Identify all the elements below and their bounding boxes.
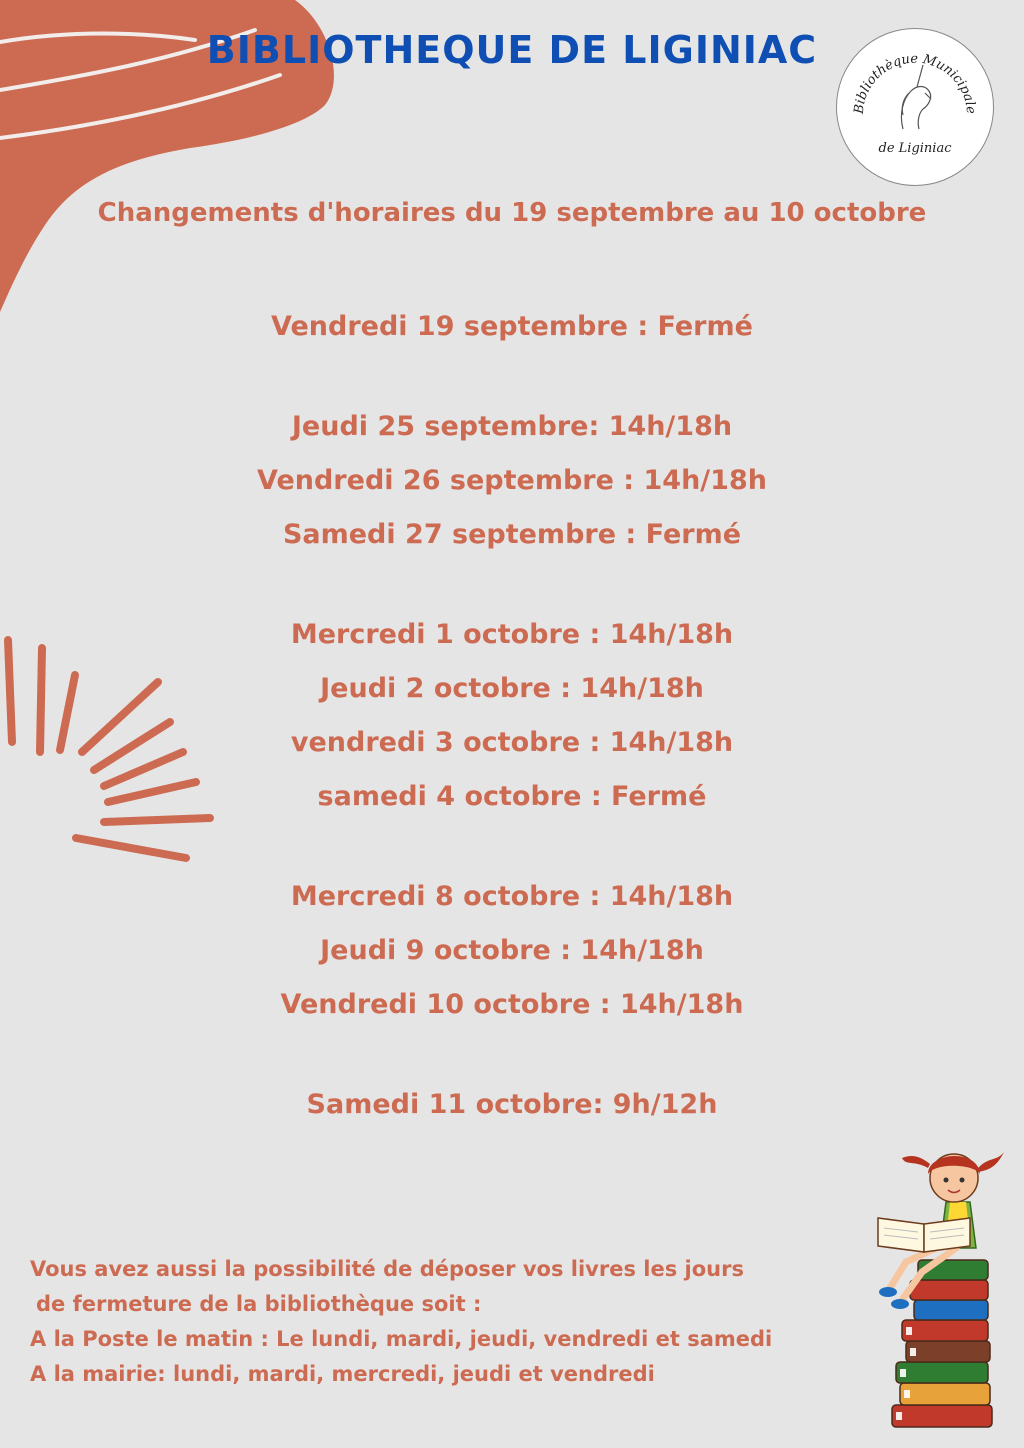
schedule-line: Vendredi 10 octobre : 14h/18h xyxy=(280,989,744,1020)
book-return-notice xyxy=(30,1252,850,1392)
schedule-line: Samedi 11 octobre: 9h/12h xyxy=(306,1089,718,1120)
notice-line: Vous avez aussi la possibilité de déposer vos livres les jours xyxy=(30,1257,744,1281)
unicorn-icon xyxy=(837,29,993,185)
schedule-line: Jeudi 2 octobre : 14h/18h xyxy=(320,673,704,704)
schedule-line: Jeudi 9 octobre : 14h/18h xyxy=(320,935,704,966)
schedule-list xyxy=(0,300,1024,1178)
schedule-line: vendredi 3 octobre : 14h/18h xyxy=(290,727,734,758)
schedule-group-week1 xyxy=(0,300,1024,354)
schedule-line: Mercredi 1 octobre : 14h/18h xyxy=(290,619,734,650)
schedule-line: Samedi 27 septembre : Fermé xyxy=(282,519,742,550)
logo-arc-text: Bibliothèque Municipale xyxy=(851,51,979,115)
schedule-group-week3 xyxy=(0,608,1024,824)
schedule-group-week4 xyxy=(0,870,1024,1032)
schedule-line: Jeudi 25 septembre: 14h/18h xyxy=(291,411,733,442)
schedule-line: Vendredi 26 septembre : 14h/18h xyxy=(257,465,767,496)
girl-reading-on-books-illustration xyxy=(866,1140,1006,1440)
logo-center-text: de Liginiac xyxy=(878,141,952,156)
schedule-group-week5 xyxy=(0,1078,1024,1132)
schedule-line: Vendredi 19 septembre : Fermé xyxy=(271,311,753,342)
schedule-line: samedi 4 octobre : Fermé xyxy=(317,781,707,812)
schedule-group-week2 xyxy=(0,400,1024,562)
page-title: BIBLIOTHEQUE DE LIGINIAC xyxy=(206,28,818,72)
notice-line: A la mairie: lundi, mardi, mercredi, jeudi et vendredi xyxy=(30,1362,655,1386)
schedule-line: Mercredi 8 octobre : 14h/18h xyxy=(290,881,734,912)
schedule-subtitle: Changements d'horaires du 19 septembre au 10 octobre xyxy=(97,198,927,228)
notice-line: de fermeture de la bibliothèque soit : xyxy=(36,1292,482,1316)
library-logo xyxy=(836,28,994,186)
notice-line: A la Poste le matin : Le lundi, mardi, jeudi, vendredi et samedi xyxy=(30,1327,773,1351)
